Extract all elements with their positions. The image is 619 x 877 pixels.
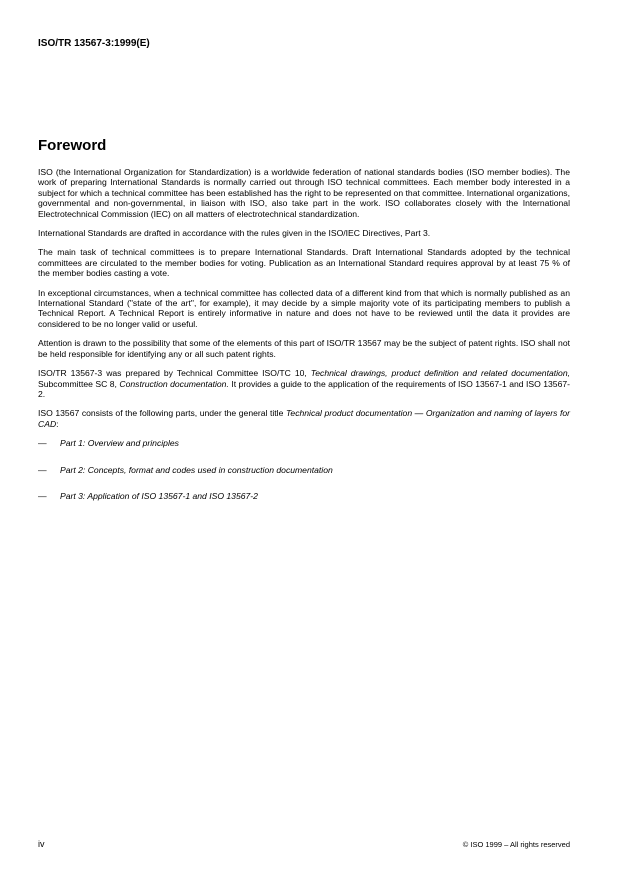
part-3-title: Part 3: Application of ISO 13567-1 and ISO 13567-2 [60,490,258,501]
list-dash: — [38,438,47,449]
prepared-by-text-2: Subcommittee SC 8, [38,378,120,389]
parts-intro-text: ISO 13567 consists of the following parts, under the general title [38,408,286,419]
paragraph-technical-report: In exceptional circumstances, when a technical committee has collected data of a different kind from that which is normally published as an International Standard ("state of the art", for example), it may decide by a simple majority vote of its participating members to publish a Technical Report. A Technical Report is entirely informative in nature and does not have to be reviewed until the data it provides are considered to be no longer valid or useful. [38,287,570,329]
prepared-by-subcommittee-title: Construction documentation. [119,378,229,389]
page-title: Foreword [38,137,107,154]
paragraph-prepared-by [38,368,570,399]
list-item [38,438,570,448]
document-id-header: ISO/TR 13567-3:1999(E) [38,38,150,49]
paragraph-committee-task: The main task of technical committees is to prepare International Standards. Draft International Standards adopted by the technical committees are circulated to the member bodies for voting. Publication as an International Standard requires approval by at least 75 % of the member bodies casting a vote. [38,247,570,279]
page-number: iv [38,839,45,849]
list-dash: — [38,464,47,475]
prepared-by-text-3: It provides a guide to the application of the requirements of ISO 13567-1 and ISO 13567-2. [38,378,570,399]
list-dash: — [38,490,47,501]
parts-general-title: Technical product documentation — Organization and naming of layers for CAD [38,408,571,429]
prepared-by-committee-title: Technical drawings, product definition and related documentation, [310,368,570,379]
copyright-notice: © ISO 1999 – All rights reserved [462,840,570,849]
parts-list [38,438,570,501]
parts-intro-colon: : [56,418,59,429]
list-item [38,491,570,501]
list-item [38,465,570,475]
foreword-body [38,167,570,517]
prepared-by-text-1: ISO/TR 13567-3 was prepared by Technical Committee ISO/TC 10, [38,368,311,379]
paragraph-drafting-rules: International Standards are drafted in accordance with the rules given in the ISO/IEC Directives, Part 3. [38,228,431,239]
paragraph-patent-rights: Attention is drawn to the possibility that some of the elements of this part of ISO/TR 13567 may be the subject of patent rights. ISO shall not be held responsible for identifying any or all such patent rights. [38,338,570,359]
part-1-title: Part 1: Overview and principles [60,438,179,449]
part-2-title: Part 2: Concepts, format and codes used in construction documentation [60,464,333,475]
paragraph-parts-intro [38,408,570,429]
paragraph-iso-overview: ISO (the International Organization for Standardization) is a worldwide federation of national standards bodies (ISO member bodies). The work of preparing International Standards is normally carried out through ISO technical committees. Each member body interested in a subject for which a technical committee has been established has the right to be represented on that committee. International organizations, governmental and non-governmental, in liaison with ISO, also take part in the work. ISO collaborates closely with the International Electrotechnical Commission (IEC) on all matters of electrotechnical standardization. [38,167,570,219]
